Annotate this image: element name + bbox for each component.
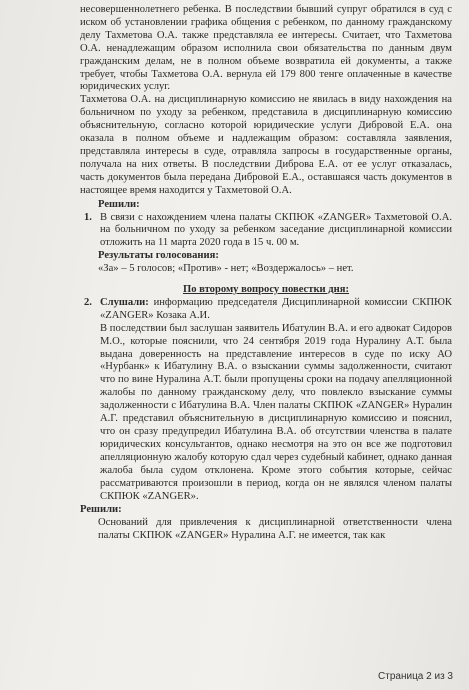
agenda-body-2: В последствии был заслушан заявитель Ибатулин В.А. и его адвокат Сидоров М.О., которые пояснили, что 24 сентября 2019 года Нуралину А.Т. была выдана доверенность на представление интересов в суде по иску АО «Нурбанк» к Ибатулину В.А. о взыскании суммы задолженности, считают что по вине Нуралина А.Т. были пропущены сроки на подачу апелляционной жалобы по данному гражданскому делу, что повлекло взыскание суммы задолженности с Ибатулина В.А. Член палаты СКПЮК «ZANGER» Нуралин А.Г. представил объяснительную в дисциплинарную комиссию и пояснил, что он сразу предупредил Ибатулина В.А. об отсутствии членства в палате юридических консультантов, однако несмотря на это он все же подготовил апелляционную жалобу которую сдал через судебный кабинет, однако данная жалоба была судом отклонена. Кроме этого события которые, сейчас рассматриваются произошли в период, когда он не являлся членом палаты СКПЮК «ZANGER». <box>100 322 452 502</box>
heard-label: Слушали: <box>100 296 149 308</box>
paragraph-continuation: несовершеннолетнего ребенка. В последствии бывший супруг обратился в суд с иском об установлении графика общения с ребенком, по данному гражданскому делу Тахметова О.А. также представляла ее интересы. Считает, что Тахметова О.А. ненадлежащим образом исполнила свои обязательства по данным двум гражданским делам, не в полном объеме возвратила ей документы, а также требует, чтобы Тахметова О.А. вернула ей 179 800 тенге оплаченные в качестве юридических услуг. <box>80 4 452 93</box>
agenda-title-2: По второму вопросу повестки дня: <box>182 284 350 296</box>
page-number: Страница 2 из 3 <box>378 671 453 682</box>
voting-heading: Результаты голосования: <box>98 250 219 262</box>
decision-number-1: 1. <box>84 211 92 223</box>
heard-text: информацию председателя Дисциплинарной комиссии СКПЮК «ZANGER» Козака А.И. <box>100 296 452 321</box>
heard-paragraph <box>100 297 452 323</box>
agenda-number-2: 2. <box>84 296 92 308</box>
decision-text-1: В связи с нахождением члена палаты СКПЮК «ZANGER» Тахметовой О.А. на больничном по уходу за ребенком заседание дисциплинарной комиссии отложить на 11 марта 2020 года в 15 ч. 00 м. <box>100 211 452 249</box>
decision-text-2: Оснований для привлечения к дисциплинарной ответственности члена палаты СКПЮК «ZANGER» Нуралина А.Г. не имеется, так как <box>98 517 452 542</box>
agenda-item-2 <box>80 297 452 504</box>
decision-heading-2: Решили: <box>80 504 122 516</box>
document-body <box>80 4 452 543</box>
voting-results: «За» – 5 голосов; «Против» - нет; «Воздержалось» – нет. <box>98 263 354 275</box>
paragraph-explanation: Тахметова О.А. на дисциплинарную комиссию не явилась в виду нахождения на больничном по уходу за ребенком, представила в дисциплинарную комиссию объяснительную, согласно которой юридические услуги Дибровой Е.А. она оказала в полном объеме и надлежащим образом: составляла заявления, представляла интересы в суде, отравляла запросы в государственные органы, получала на них ответы. В последствии Диброва Е.А. от ее услуг отказалась, часть документов была передана Дибровой Е.А., оставшаяся часть документов в настоящее время находится у Тахметовой О.А. <box>80 94 452 196</box>
decision-item-1 <box>80 212 452 251</box>
decision-heading-1: Решили: <box>98 198 140 210</box>
